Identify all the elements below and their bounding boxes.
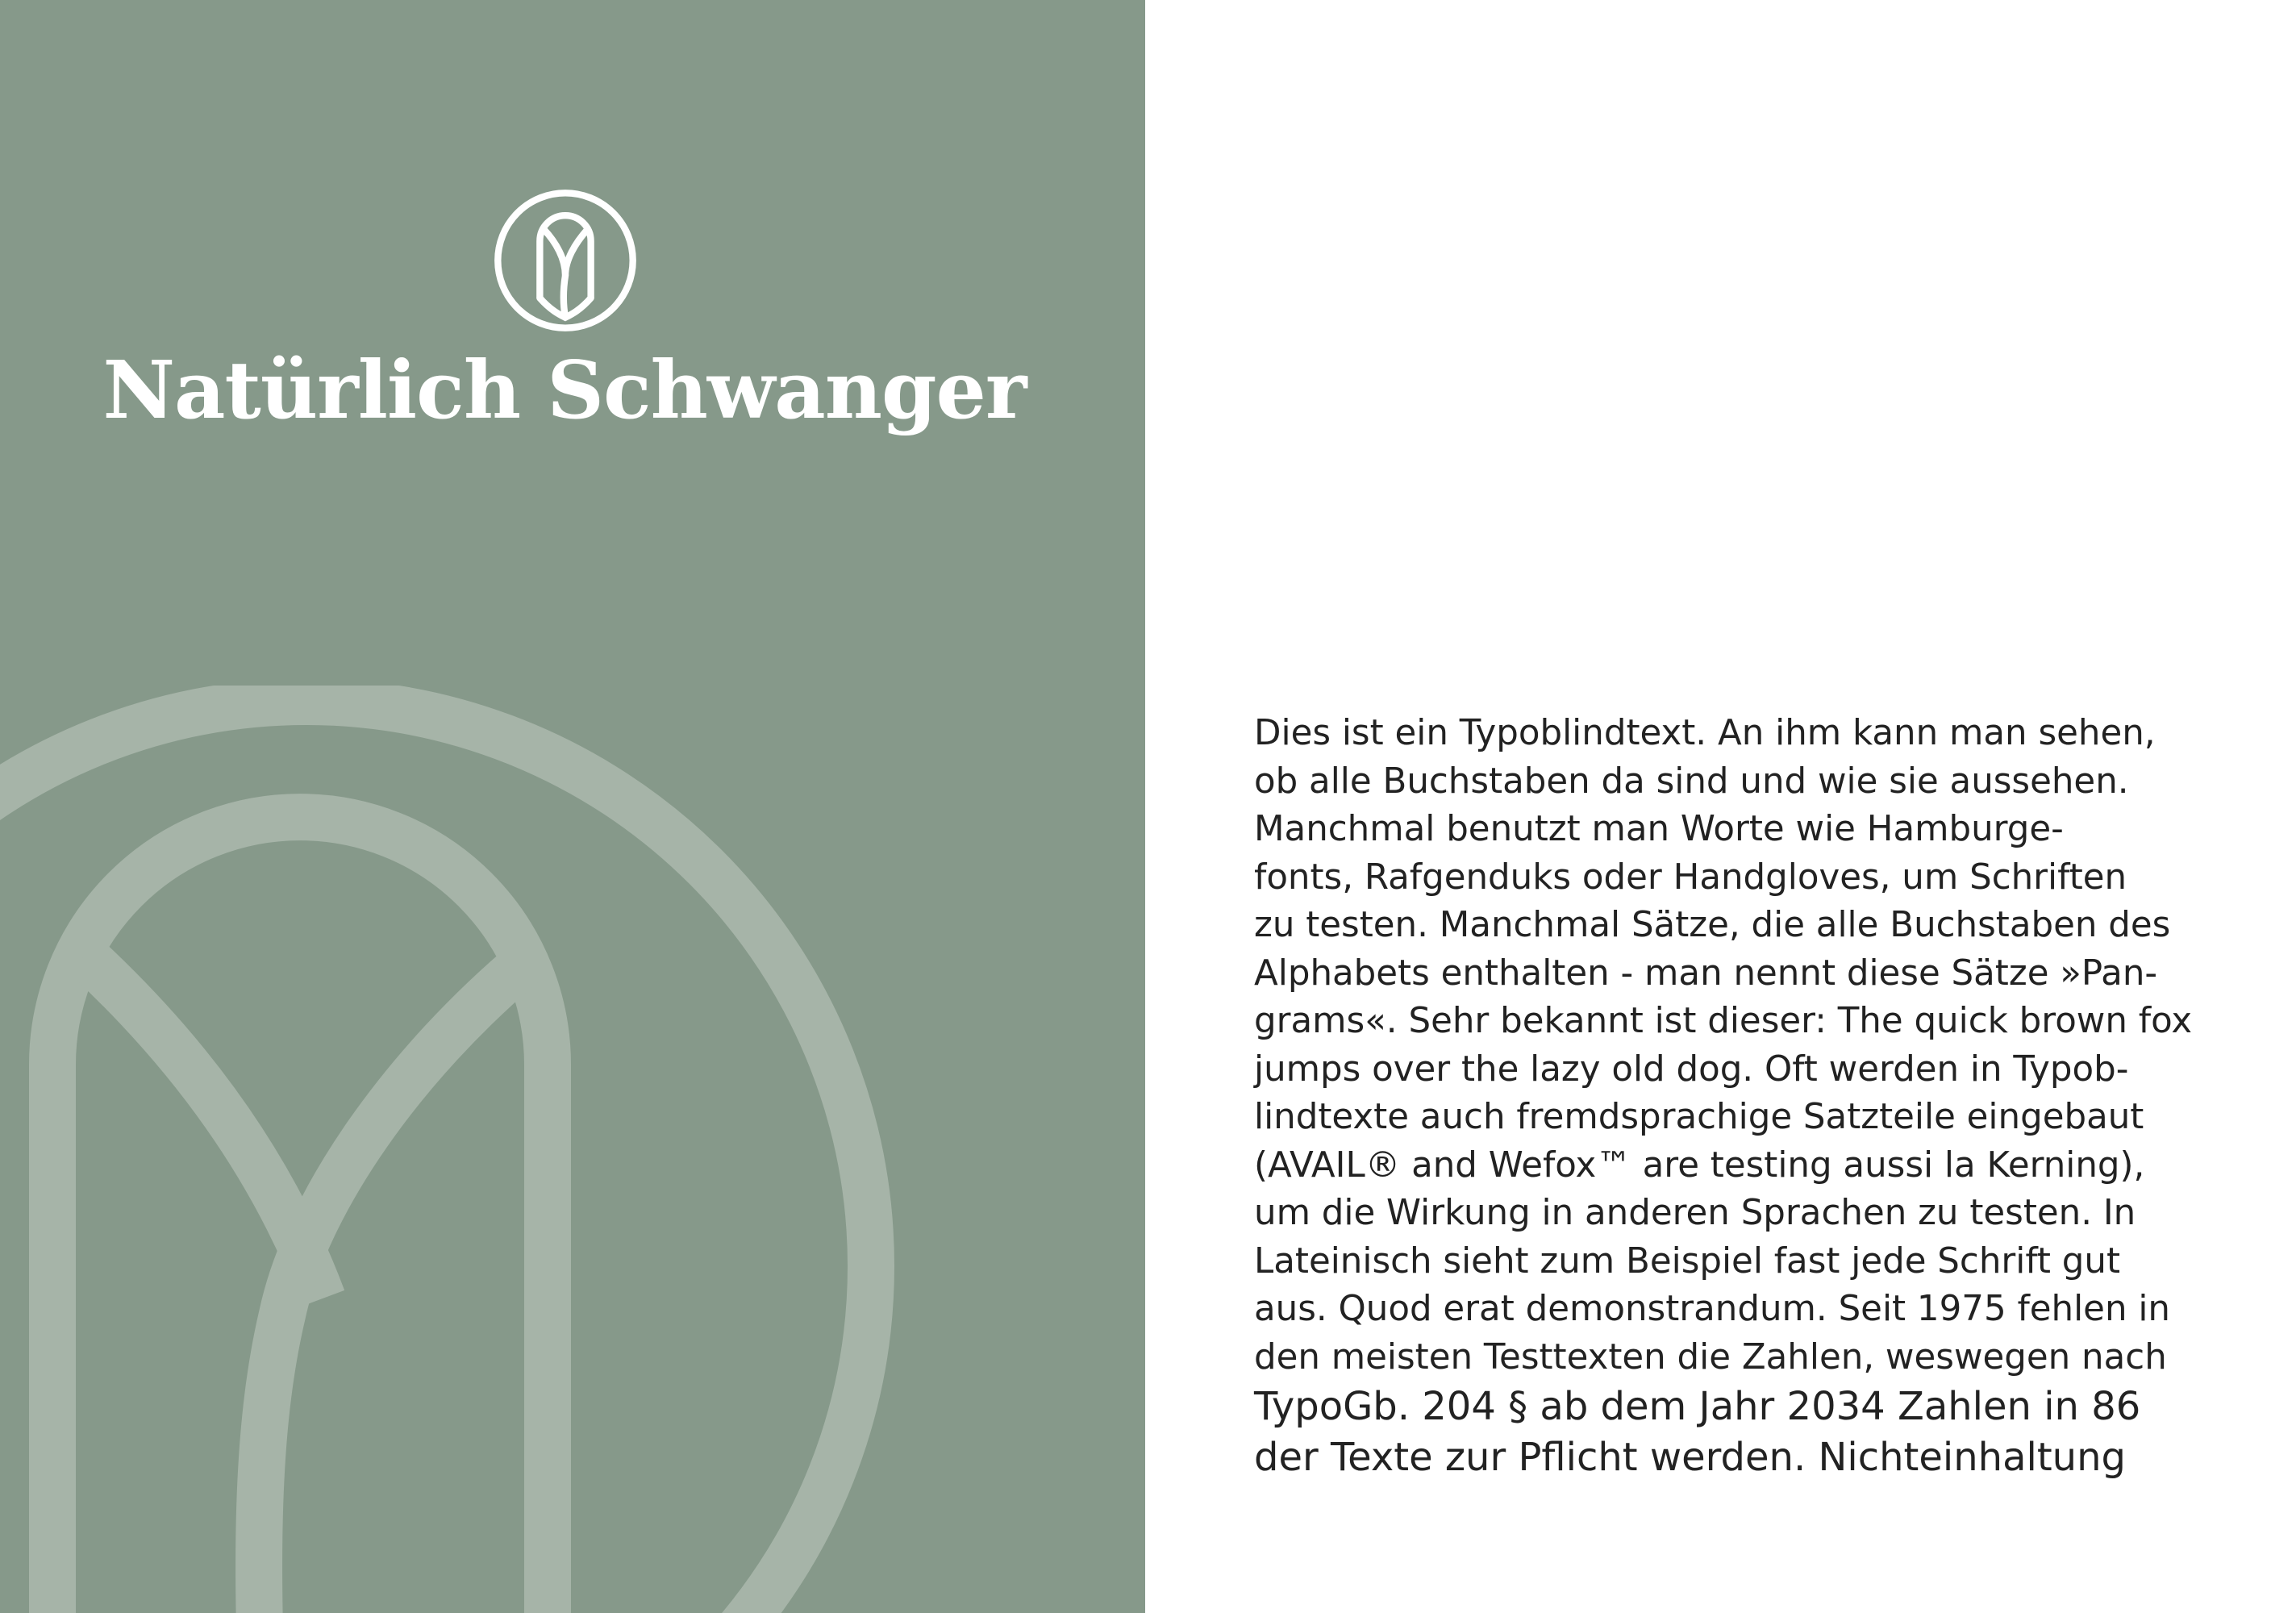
text-line: ob alle Buchstaben da sind und wie sie aussehen.: [1254, 761, 2129, 802]
text-line: der Texte zur Pflicht werden. Nichteinhaltung: [1254, 1435, 2126, 1480]
text-line: (AVAIL® and Wefox™ are testing aussi la Kerning),: [1254, 1144, 2145, 1186]
text-line: jumps over the lazy old dog. Oft werden in Typob-: [1254, 1048, 2129, 1090]
text-line: den meisten Testtexten die Zahlen, weswegen nach: [1254, 1336, 2167, 1378]
text-line: Dies ist ein Typoblindtext. An ihm kann man sehen,: [1254, 713, 2156, 753]
text-line: Manchmal benutzt man Worte wie Hamburge-: [1254, 809, 2064, 849]
text-line: zu testen. Manchmal Sätze, die alle Buchstaben des: [1254, 905, 2171, 945]
text-line: um die Wirkung in anderen Sprachen zu testen. In: [1254, 1193, 2136, 1233]
text-line: grams«. Sehr bekannt ist dieser: The quick brown fox: [1254, 1001, 2193, 1041]
text-line: Alphabets enthalten - man nennt diese Sätze »Pan-: [1254, 952, 2158, 994]
leaf-in-circle-icon: [490, 185, 640, 336]
text-line: aus. Quod erat demonstrandum. Seit 1975 fehlen in: [1254, 1289, 2170, 1329]
leaf-watermark-icon: [0, 686, 919, 1613]
body-text: [1254, 710, 2193, 1483]
brand-panel: [0, 0, 1145, 1613]
text-line: fonts, Rafgenduks oder Handgloves, um Schriften: [1254, 857, 2127, 898]
text-line: lindtexte auch fremdsprachige Satzteile eingebaut: [1254, 1097, 2144, 1137]
brand-name: Natürlich Schwanger: [102, 344, 1027, 437]
text-line: Lateinisch sieht zum Beispiel fast jede Schrift gut: [1254, 1240, 2121, 1282]
text-line: TypoGb. 204 § ab dem Jahr 2034 Zahlen in 86: [1254, 1384, 2141, 1429]
